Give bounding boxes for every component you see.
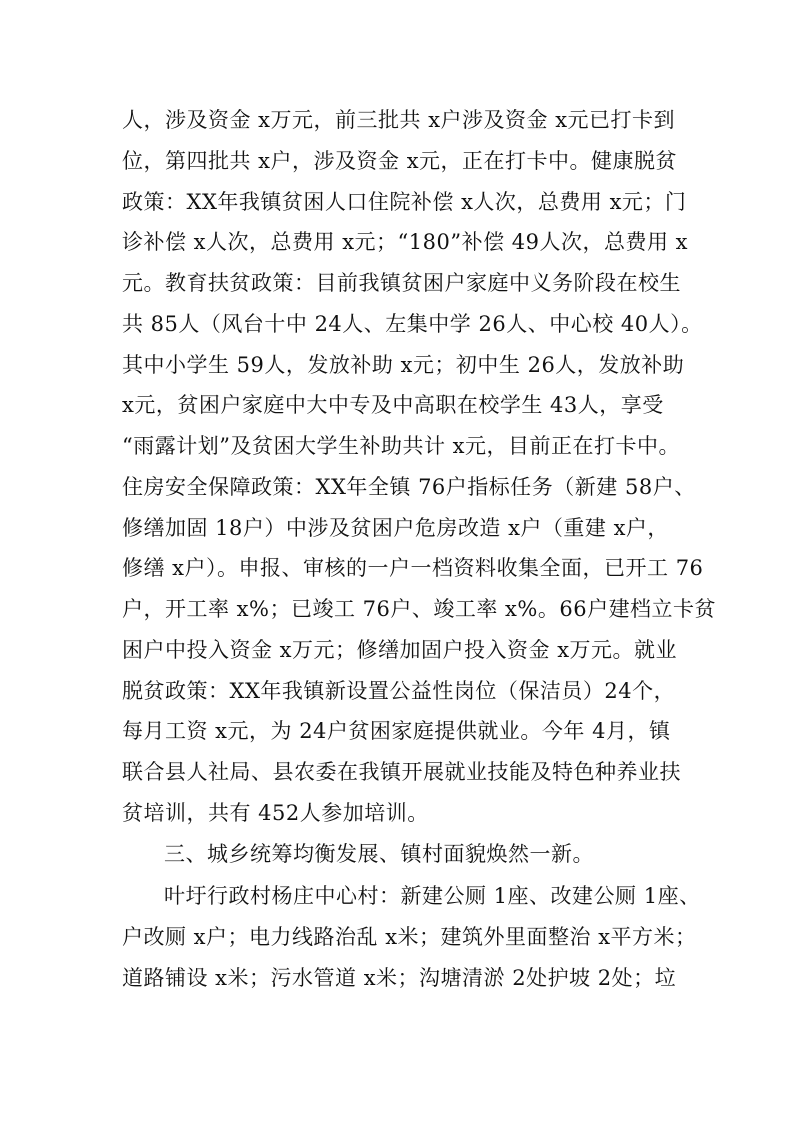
body-line: 脱贫政策：XX年我镇新设置公益性岗位（保洁员）24个， — [122, 679, 676, 703]
body-line: 修缮 x户）。申报、审核的一户一档资料收集全面，已开工 76 — [122, 556, 704, 580]
body-line: 修缮加固 18户）中涉及贫困户危房改造 x户（重建 x户， — [122, 516, 669, 540]
body-line: 困户中投入资金 x万元；修缮加固户投入资金 x万元。就业 — [122, 638, 678, 662]
body-line: 户改厕 x户；电力线路治乱 x米；建筑外里面整治 x平方米； — [122, 925, 697, 949]
body-line: 其中小学生 59人，发放补助 x元；初中生 26人，发放补助 — [122, 353, 685, 377]
body-line: 政策：XX年我镇贫困人口住院补偿 x人次，总费用 x元；门 — [122, 190, 687, 214]
paragraph-start: 叶圩行政村杨庄中心村：新建公厕 1座、改建公厕 1座、 — [164, 884, 701, 908]
body-line: 每月工资 x元，为 24户贫困家庭提供就业。今年 4月，镇 — [122, 719, 671, 743]
body-line: 道路铺设 x米；污水管道 x米；沟塘清淤 2处护坡 2处；垃 — [122, 966, 677, 990]
body-line: x元，贫困户家庭中大中专及中高职在校学生 43人，享受 — [122, 393, 664, 417]
body-line: 住房安全保障政策：XX年全镇 76户指标任务（新建 58户、 — [122, 475, 696, 499]
body-line: 户，开工率 x%；已竣工 76户、竣工率 x%。66户建档立卡贫 — [122, 597, 717, 621]
body-line: 联合县人社局、县农委在我镇开展就业技能及特色种养业扶 — [122, 760, 681, 784]
body-line: “雨露计划”及贫困大学生补助共计 x元，目前正在打卡中。 — [122, 434, 680, 458]
body-line: 诊补偿 x人次，总费用 x元；“180”补偿 49人次，总费用 x — [122, 230, 689, 254]
body-line: 位，第四批共 x户，涉及资金 x元，正在打卡中。健康脱贫 — [122, 149, 678, 173]
body-line: 共 85人（风台十中 24人、左集中学 26人、中心校 40人）。 — [122, 312, 703, 336]
section-heading: 三、城乡统筹均衡发展、镇村面貌焕然一新。 — [164, 842, 594, 866]
body-line: 贫培训，共有 452人参加培训。 — [122, 801, 429, 825]
body-line: 元。教育扶贫政策：目前我镇贫困户家庭中义务阶段在校生 — [122, 271, 681, 295]
body-line: 人，涉及资金 x万元，前三批共 x户涉及资金 x元已打卡到 — [122, 108, 676, 132]
